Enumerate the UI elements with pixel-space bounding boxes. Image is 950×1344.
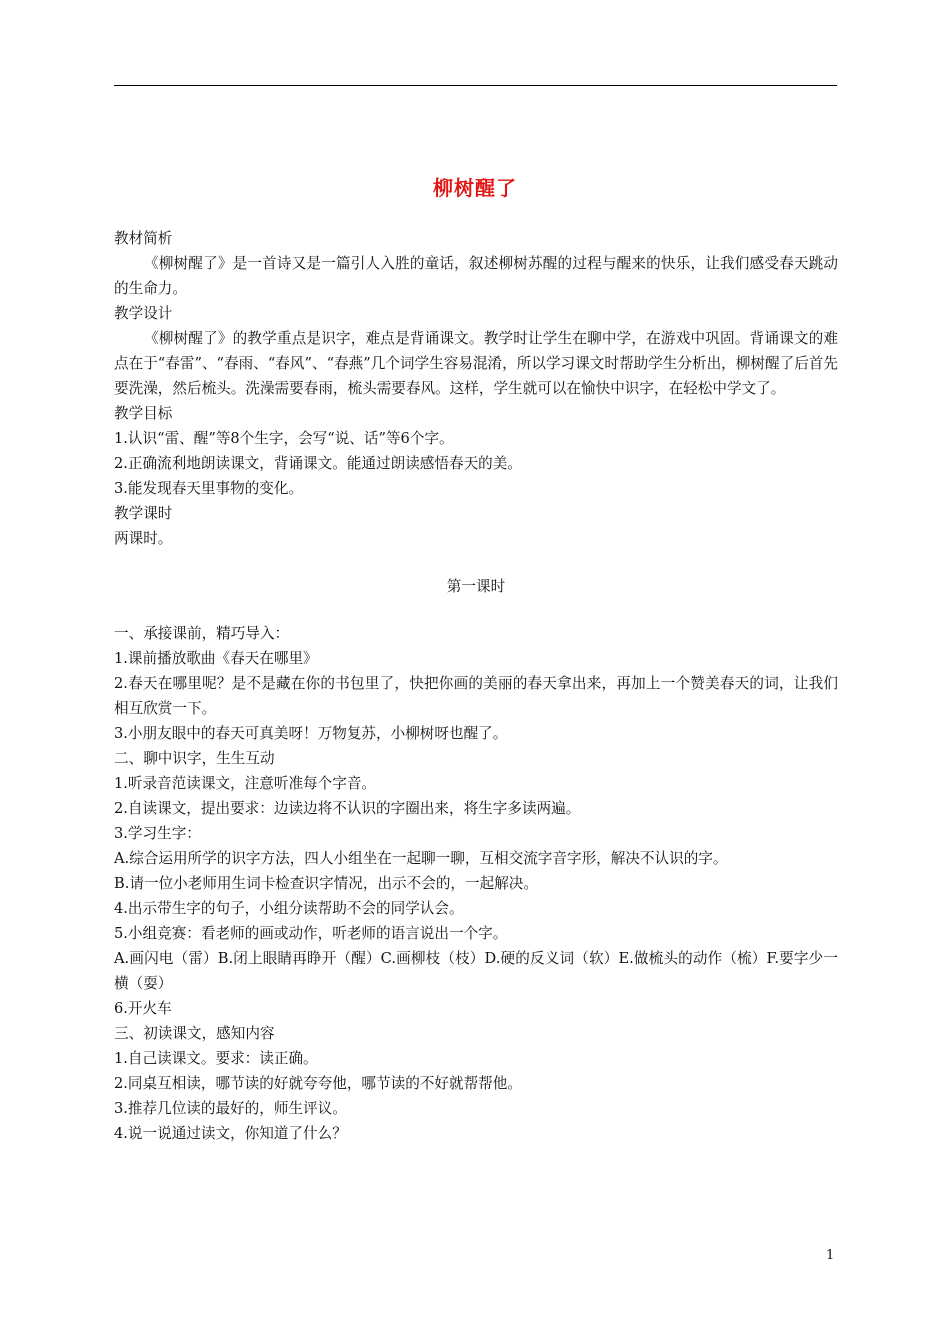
document-title: 柳树醒了 bbox=[433, 176, 517, 200]
textbook-analysis-paragraph: 《柳树醒了》是一首诗又是一篇引人入胜的童话，叙述柳树苏醒的过程与醒来的快乐，让我们感受春天跳动的生命力。 bbox=[114, 255, 838, 297]
section-heading-lesson-hours: 教学课时 bbox=[114, 505, 173, 522]
goal-item: 3.能发现春天里事物的变化。 bbox=[114, 480, 304, 497]
goal-item: 2.正确流利地朗读课文，背诵课文。能通过朗读感悟春天的美。 bbox=[114, 455, 522, 472]
list-item: 1.听录音范读课文，注意听准每个字音。 bbox=[114, 775, 377, 792]
list-item: 2.春天在哪里呢？是不是藏在你的书包里了，快把你画的美丽的春天拿出来，再加上一个赞美春天的词，让我们相互欣赏一下。 bbox=[114, 675, 838, 717]
section-heading-teaching-goals: 教学目标 bbox=[114, 405, 173, 422]
header-rule bbox=[114, 85, 837, 86]
list-item: 3.推荐几位读的最好的，师生评议。 bbox=[114, 1100, 347, 1117]
list-item: 6.开火车 bbox=[114, 1000, 172, 1017]
goal-item: 1.认识“雷、醒”等8个生字，会写“说、话”等6个字。 bbox=[114, 430, 454, 447]
document-body bbox=[114, 226, 838, 1146]
list-item: A.画闪电（雷）B.闭上眼睛再睁开（醒）C.画柳枝（枝）D.硬的反义词（软）E.做梳头的动作（梳）F.要字少一横（耍） bbox=[114, 950, 838, 992]
list-item: 2.自读课文，提出要求：边读边将不认识的字圈出来，将生字多读两遍。 bbox=[114, 800, 581, 817]
list-item: 5.小组竞赛：看老师的画或动作，听老师的语言说出一个字。 bbox=[114, 925, 508, 942]
lesson-hours-text: 两课时。 bbox=[114, 530, 173, 547]
list-item: 4.出示带生字的句子，小组分读帮助不会的同学认会。 bbox=[114, 900, 464, 917]
list-item: 3.学习生字： bbox=[114, 825, 201, 842]
list-item: 4.说一说通过读文，你知道了什么？ bbox=[114, 1125, 347, 1142]
spacer bbox=[114, 551, 838, 574]
part-heading: 三、初读课文，感知内容 bbox=[114, 1025, 275, 1042]
lesson-heading: 第一课时 bbox=[446, 578, 506, 595]
list-item: 2.同桌互相读，哪节读的好就夸夸他，哪节读的不好就帮帮他。 bbox=[114, 1075, 522, 1092]
part-heading: 一、承接课前，精巧导入： bbox=[114, 625, 290, 642]
page-number: 1 bbox=[826, 1248, 835, 1263]
list-item: 1.自己读课文。要求：读正确。 bbox=[114, 1050, 318, 1067]
section-heading-teaching-design: 教学设计 bbox=[114, 305, 173, 322]
list-item: B.请一位小老师用生词卡检查识字情况，出示不会的，一起解决。 bbox=[114, 875, 538, 892]
list-item: 3.小朋友眼中的春天可真美呀！万物复苏，小柳树呀也醒了。 bbox=[114, 725, 508, 742]
list-item: A.综合运用所学的识字方法，四人小组坐在一起聊一聊，互相交流字音字形，解决不认识的字。 bbox=[114, 850, 728, 867]
teaching-design-paragraph: 《柳树醒了》的教学重点是识字，难点是背诵课文。教学时让学生在聊中学，在游戏中巩固。背诵课文的难点在于“春雷”、“春雨、“春风”、“春燕”几个词学生容易混淆，所以学习课文时帮助学生分析出，柳树醒了后首先要洗澡，然后梳头。洗澡需要春雨，梳头需要春风。这样，学生就可以在愉快中识字，在轻松中学文了。 bbox=[114, 330, 838, 397]
part-heading: 二、聊中识字，生生互动 bbox=[114, 750, 275, 767]
spacer bbox=[114, 599, 838, 621]
section-heading-textbook-analysis: 教材简析 bbox=[114, 230, 173, 247]
list-item: 1.课前播放歌曲《春天在哪里》 bbox=[114, 650, 318, 667]
